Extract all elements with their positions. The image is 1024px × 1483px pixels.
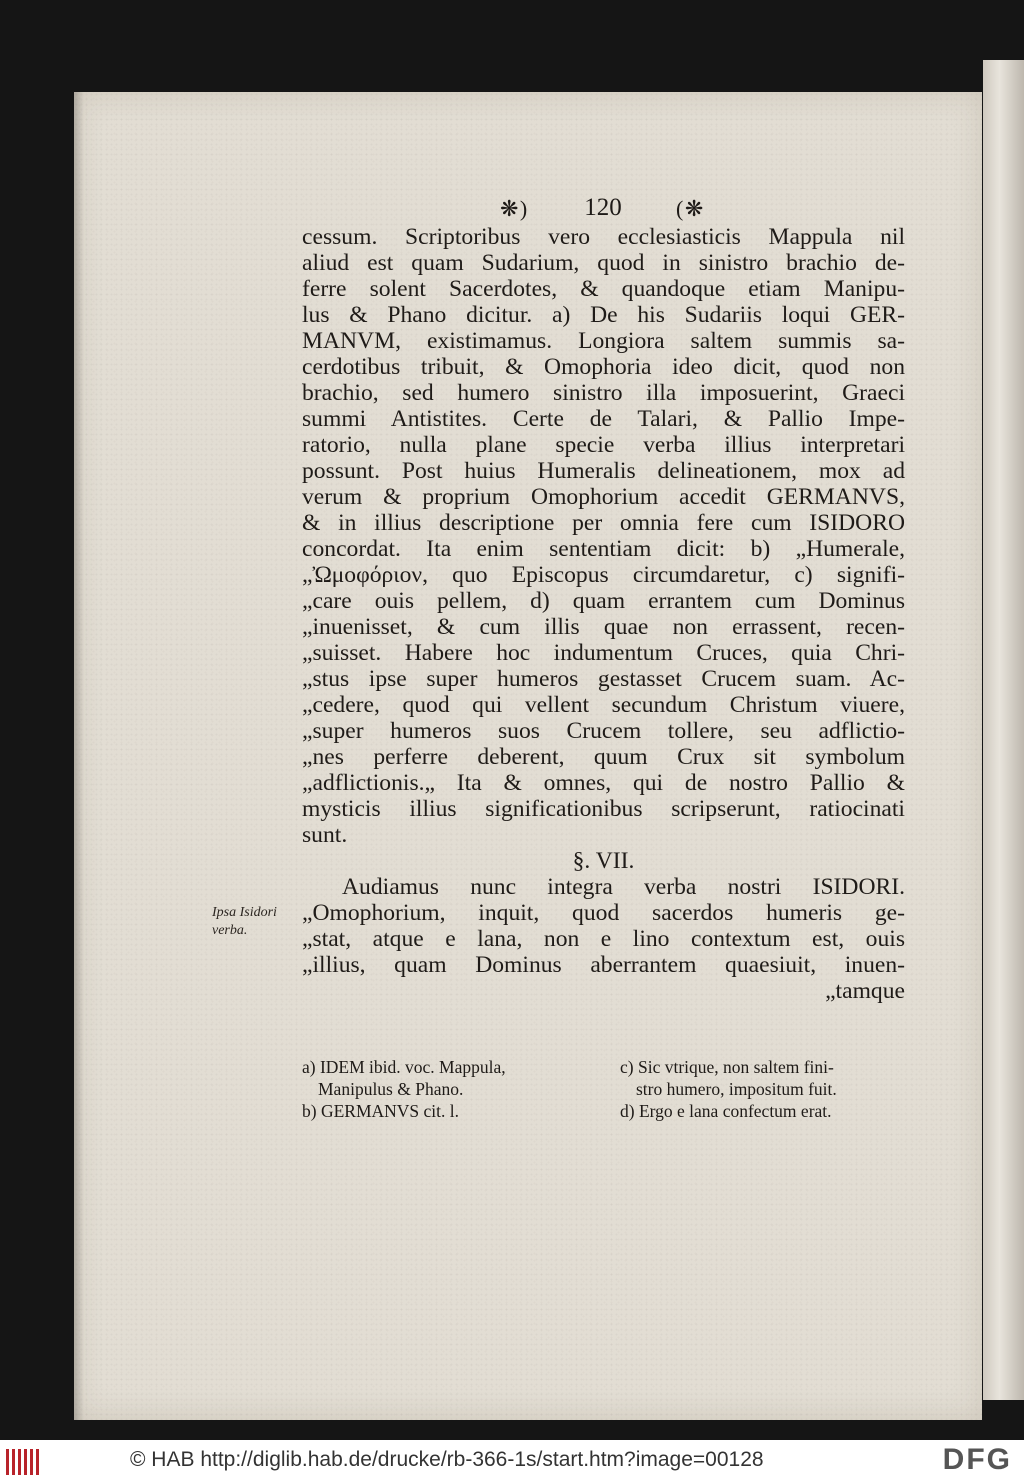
marginal-note: Ipsa Isidori verba. xyxy=(212,905,277,938)
text-line: „stus ipse super humeros gestasset Crucem suam. Ac- xyxy=(302,666,905,692)
text-line: verum & proprium Omophorium accedit GERMANVS, xyxy=(302,484,905,510)
text-line: MANVM, existimamus. Longiora saltem summis sa- xyxy=(302,328,905,354)
footnote-d: d) Ergo e lana confectum erat. xyxy=(620,1101,832,1121)
text-line: concordat. Ita enim sententiam dicit: b) „Humerale, xyxy=(302,536,905,562)
footnote-c-continued: stro humero, impositum fuit. xyxy=(636,1079,837,1099)
header-ornament-right: ( ❋ xyxy=(676,196,702,221)
main-text xyxy=(302,224,905,1004)
text-line: „nes perferre deberent, quum Crux sit symbolum xyxy=(302,744,905,770)
section-heading: §. VII. xyxy=(572,848,635,874)
footnote-b: b) GERMANVS cit. l. xyxy=(302,1101,460,1121)
text-line: mysticis illius significationibus scripserunt, ratiocinati xyxy=(302,796,905,822)
text-line: „illius, quam Dominus aberrantem quaesiuit, inuen- xyxy=(302,952,905,978)
footnotes-left-column xyxy=(302,1056,602,1122)
text-line: „Ὠμοφόριον, quo Episcopus circumdaretur, c) signifi- xyxy=(302,562,905,588)
text-line: possunt. Post huius Humeralis delineationem, mox ad xyxy=(302,458,905,484)
text-line: ferre solent Sacerdotes, & quandoque etiam Manipu- xyxy=(302,276,905,302)
text-line: „stat, atque e lana, non e lino contextum est, ouis xyxy=(302,926,905,952)
next-page-edge xyxy=(983,60,1024,1400)
text-line: „inuenisset, & cum illis quae non errassent, recen- xyxy=(302,614,905,640)
text-line: cerdotibus tribuit, & Omophoria ideo dicit, quod non xyxy=(302,354,905,380)
footer-credit-link[interactable]: © HAB http://diglib.hab.de/drucke/rb-366-1s/start.htm?image=00128 xyxy=(130,1448,764,1471)
text-line: lus & Phano dicitur. a) De his Sudariis loqui GER- xyxy=(302,302,905,328)
running-header xyxy=(0,196,1024,224)
footnotes-right-column xyxy=(620,1056,905,1122)
text-line: „adflictionis.„ Ita & omnes, qui de nostro Pallio & xyxy=(302,770,905,796)
text-line: summi Antistites. Certe de Talari, & Pallio Impe- xyxy=(302,406,905,432)
footnote-a-continued: Manipulus & Phano. xyxy=(318,1079,464,1099)
dfg-logo: DFG xyxy=(942,1443,1012,1476)
text-line: brachio, sed humero sinistro illa imposuerint, Graeci xyxy=(302,380,905,406)
text-line: ratorio, nulla plane specie verba illius interpretari xyxy=(302,432,905,458)
footnote-a: a) IDEM ibid. voc. Mappula, xyxy=(302,1057,506,1077)
header-ornament-left: ❋ ) xyxy=(500,196,526,221)
hab-logo-icon xyxy=(6,1449,42,1475)
text-line: Audiamus nunc integra verba nostri ISIDORI. xyxy=(342,874,905,900)
text-line: „care ouis pellem, d) quam errantem cum Dominus xyxy=(302,588,905,614)
text-line: „super humeros suos Crucem tollere, seu adflictio- xyxy=(302,718,905,744)
text-line: sunt. xyxy=(302,822,348,848)
text-line: & in illius descriptione per omnia fere cum ISIDORO xyxy=(302,510,905,536)
text-line: cessum. Scriptoribus vero ecclesiasticis Mappula nil xyxy=(302,224,905,250)
text-line: „cedere, quod qui vellent secundum Christum viuere, xyxy=(302,692,905,718)
page-gutter-shadow xyxy=(74,92,84,1420)
text-line: aliud est quam Sudarium, quod in sinistro brachio de- xyxy=(302,250,905,276)
text-line: „suisset. Habere hoc indumentum Cruces, quia Chri- xyxy=(302,640,905,666)
page-number: 120 xyxy=(584,194,622,221)
text-line: „Omophorium, inquit, quod sacerdos humeris ge- xyxy=(302,900,905,926)
catchword: „tamque xyxy=(825,978,905,1004)
viewer-footer xyxy=(0,1440,1024,1483)
footnote-c: c) Sic vtrique, non saltem fini- xyxy=(620,1057,834,1077)
